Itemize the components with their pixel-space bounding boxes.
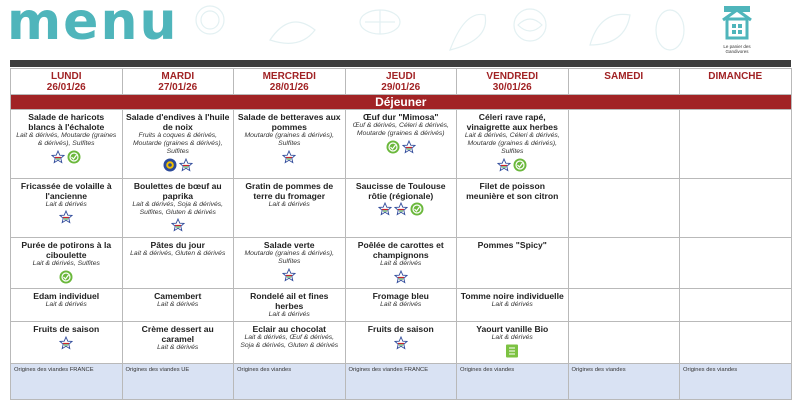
fait-maison-icon bbox=[394, 202, 408, 216]
dish-name: Pâtes du jour bbox=[150, 239, 205, 250]
fait-maison-icon bbox=[171, 218, 185, 232]
allergens: Lait & dérivés bbox=[380, 259, 422, 267]
dish-name: Pommes "Spicy" bbox=[477, 239, 547, 250]
organic-label-icon bbox=[505, 344, 519, 358]
menu-cell bbox=[11, 237, 123, 288]
dish-name: Tomme noire individuelle bbox=[460, 291, 564, 302]
dish-name: Fromage bleu bbox=[372, 291, 429, 302]
day-name: VENDREDI bbox=[486, 71, 539, 82]
fait-maison-icon bbox=[59, 210, 73, 224]
menu-cell bbox=[11, 289, 123, 322]
fait-maison-icon bbox=[59, 336, 73, 350]
dish-name: Salade de betteraves aux pommes bbox=[237, 112, 341, 133]
meat-origin: Origines des viandes UE bbox=[122, 363, 234, 399]
menu-cell bbox=[345, 178, 457, 237]
dish-name: Œuf dur "Mimosa" bbox=[363, 112, 439, 123]
dish-name: Fricassée de volaille à l'ancienne bbox=[20, 180, 112, 201]
fait-maison-icon bbox=[282, 268, 296, 282]
fait-maison-icon bbox=[394, 270, 408, 284]
dish-name: Saucisse de Toulouse rôtie (régionale) bbox=[355, 180, 446, 201]
dish-name: Camembert bbox=[154, 291, 202, 302]
menu-cell bbox=[234, 178, 346, 237]
day-date: 26/01/26 bbox=[46, 82, 86, 93]
day-header bbox=[680, 69, 792, 95]
header-divider bbox=[10, 60, 791, 67]
dish-name: Fruits de saison bbox=[367, 324, 434, 335]
menu-cell bbox=[234, 110, 346, 178]
dish-name: Salade verte bbox=[263, 239, 315, 250]
allergens: Moutarde (graines & dérivés), Sulfites bbox=[244, 249, 335, 265]
cheese-row bbox=[11, 289, 792, 322]
fait-maison-icon bbox=[282, 150, 296, 164]
day-header bbox=[234, 69, 346, 95]
menu-cell bbox=[122, 322, 234, 363]
menu-cell-empty bbox=[680, 178, 792, 237]
allergens: Lait & dérivés, Gluten & dérivés bbox=[130, 249, 226, 257]
meat-origin: Origines des viandes bbox=[568, 363, 680, 399]
menu-cell-empty bbox=[568, 289, 680, 322]
local-label-icon bbox=[513, 158, 527, 172]
house-logo-icon bbox=[720, 2, 754, 42]
dish-name: Salade de haricots blancs à l'échalote bbox=[28, 112, 105, 133]
dish-name: Céleri rave rapé, vinaigrette aux herbes bbox=[466, 112, 558, 133]
allergens: Lait & dérivés, Œuf & dérivés, Soja & dérivés, Gluten & dérivés bbox=[240, 334, 339, 350]
day-name: SAMEDI bbox=[604, 71, 644, 82]
allergens: Lait & dérivés bbox=[268, 200, 310, 208]
menu-cell bbox=[345, 289, 457, 322]
dish-name: Yaourt vanille Bio bbox=[476, 324, 549, 335]
menu-cell bbox=[457, 110, 569, 178]
meat-origin: Origines des viandes bbox=[680, 363, 792, 399]
menu-cell bbox=[11, 110, 123, 178]
allergens: Lait & dérivés, Moutarde (graines & dérivés), Sulfites bbox=[16, 132, 117, 148]
menu-cell bbox=[122, 289, 234, 322]
menu-cell bbox=[234, 322, 346, 363]
menu-cell bbox=[11, 322, 123, 363]
allergens: Œuf & dérivés, Céleri & dérivés, Moutarde (graines & dérivés) bbox=[352, 122, 449, 138]
menu-cell bbox=[234, 237, 346, 288]
menu-cell bbox=[122, 110, 234, 178]
menu-cell bbox=[345, 322, 457, 363]
dish-name: Crème dessert au caramel bbox=[141, 324, 214, 345]
local-label-icon bbox=[59, 270, 73, 284]
allergens: Fruits à coques & dérivés, Moutarde (graines & dérivés), Sulfites bbox=[132, 132, 223, 156]
dish-name: Gratin de pommes de terre du fromager bbox=[245, 180, 334, 201]
dish-name: Edam individuel bbox=[33, 291, 100, 302]
allergens: Lait & dérivés bbox=[157, 301, 199, 309]
menu-cell bbox=[11, 178, 123, 237]
meat-origin: Origines des viandes bbox=[457, 363, 569, 399]
dish-name: Fruits de saison bbox=[33, 324, 100, 335]
day-header bbox=[457, 69, 569, 95]
starter-row bbox=[11, 110, 792, 178]
allergens: Lait & dérivés bbox=[157, 344, 199, 352]
day-date: 29/01/26 bbox=[381, 82, 421, 93]
side-row bbox=[11, 237, 792, 288]
day-header bbox=[568, 69, 680, 95]
logo bbox=[712, 2, 762, 58]
dish-name: Filet de poisson meunière et son citron bbox=[466, 180, 559, 201]
menu-cell bbox=[457, 178, 569, 237]
day-date: 30/01/26 bbox=[492, 82, 532, 93]
allergens: Lait & dérivés bbox=[491, 301, 533, 309]
fait-maison-icon bbox=[179, 158, 193, 172]
menu-cell bbox=[345, 237, 457, 288]
meal-label: Déjeuner bbox=[11, 95, 792, 110]
dish-name: Eclair au chocolat bbox=[252, 324, 327, 335]
main-row bbox=[11, 178, 792, 237]
menu-cell bbox=[345, 110, 457, 178]
vegetable-illustration bbox=[150, 0, 710, 62]
fait-maison-icon bbox=[497, 158, 511, 172]
day-header bbox=[345, 69, 457, 95]
menu-cell-empty bbox=[680, 322, 792, 363]
page-title: menu bbox=[7, 0, 179, 52]
allergens: Lait & dérivés bbox=[45, 200, 87, 208]
dessert-row bbox=[11, 322, 792, 363]
dish-name: Salade d'endives à l'huile de noix bbox=[126, 112, 230, 133]
menu-cell bbox=[457, 289, 569, 322]
dish-name: Poêlée de carottes et champignons bbox=[357, 239, 444, 260]
menu-cell bbox=[122, 237, 234, 288]
day-name: MARDI bbox=[161, 71, 195, 82]
menu-cell-empty bbox=[568, 110, 680, 178]
dish-name: Boulettes de bœuf au paprika bbox=[133, 180, 222, 201]
menu-cell bbox=[457, 237, 569, 288]
menu-cell bbox=[122, 178, 234, 237]
day-name: LUNDI bbox=[50, 71, 82, 82]
allergens: Lait & dérivés bbox=[45, 301, 87, 309]
dish-name: Purée de potirons à la ciboulette bbox=[21, 239, 112, 260]
meat-origin: Origines des viandes FRANCE bbox=[11, 363, 123, 399]
day-name: MERCREDI bbox=[262, 71, 316, 82]
day-name: DIMANCHE bbox=[708, 71, 763, 82]
meat-origin-row bbox=[11, 363, 792, 399]
menu-cell bbox=[457, 322, 569, 363]
dish-name: Rondelé ail et fines herbes bbox=[250, 291, 329, 312]
menu-cell-empty bbox=[568, 178, 680, 237]
fait-maison-icon bbox=[51, 150, 65, 164]
logo-caption: Le panier des Gandivores bbox=[723, 44, 751, 54]
day-name: JEUDI bbox=[386, 71, 416, 82]
menu-cell-empty bbox=[680, 289, 792, 322]
menu-cell-empty bbox=[568, 322, 680, 363]
menu-cell bbox=[234, 289, 346, 322]
day-date: 27/01/26 bbox=[158, 82, 198, 93]
day-date: 28/01/26 bbox=[269, 82, 309, 93]
allergens: Lait & dérivés bbox=[491, 334, 533, 342]
meal-band bbox=[11, 95, 792, 110]
allergens: Lait & dérivés bbox=[268, 311, 310, 319]
meat-origin: Origines des viandes FRANCE bbox=[345, 363, 457, 399]
local-label-icon bbox=[386, 140, 400, 154]
fait-maison-icon bbox=[402, 140, 416, 154]
menu-cell-empty bbox=[680, 110, 792, 178]
allergens: Lait & dérivés, Sulfites bbox=[32, 259, 100, 267]
fait-maison-icon bbox=[378, 202, 392, 216]
day-header bbox=[122, 69, 234, 95]
quality-label-icon bbox=[163, 158, 177, 172]
allergens: Moutarde (graines & dérivés), Sulfites bbox=[244, 132, 335, 148]
menu-cell-empty bbox=[680, 237, 792, 288]
day-header bbox=[11, 69, 123, 95]
allergens: Lait & dérivés, Céleri & dérivés, Moutarde (graines & dérivés), Sulfites bbox=[464, 132, 560, 156]
day-header-row bbox=[11, 69, 792, 95]
local-label-icon bbox=[67, 150, 81, 164]
menu-cell-empty bbox=[568, 237, 680, 288]
allergens: Lait & dérivés bbox=[380, 301, 422, 309]
local-label-icon bbox=[410, 202, 424, 216]
allergens: Lait & dérivés, Soja & dérivés, Sulfites, Gluten & dérivés bbox=[132, 200, 224, 216]
meat-origin: Origines des viandes bbox=[234, 363, 346, 399]
fait-maison-icon bbox=[394, 336, 408, 350]
weekly-menu-table bbox=[10, 68, 792, 400]
